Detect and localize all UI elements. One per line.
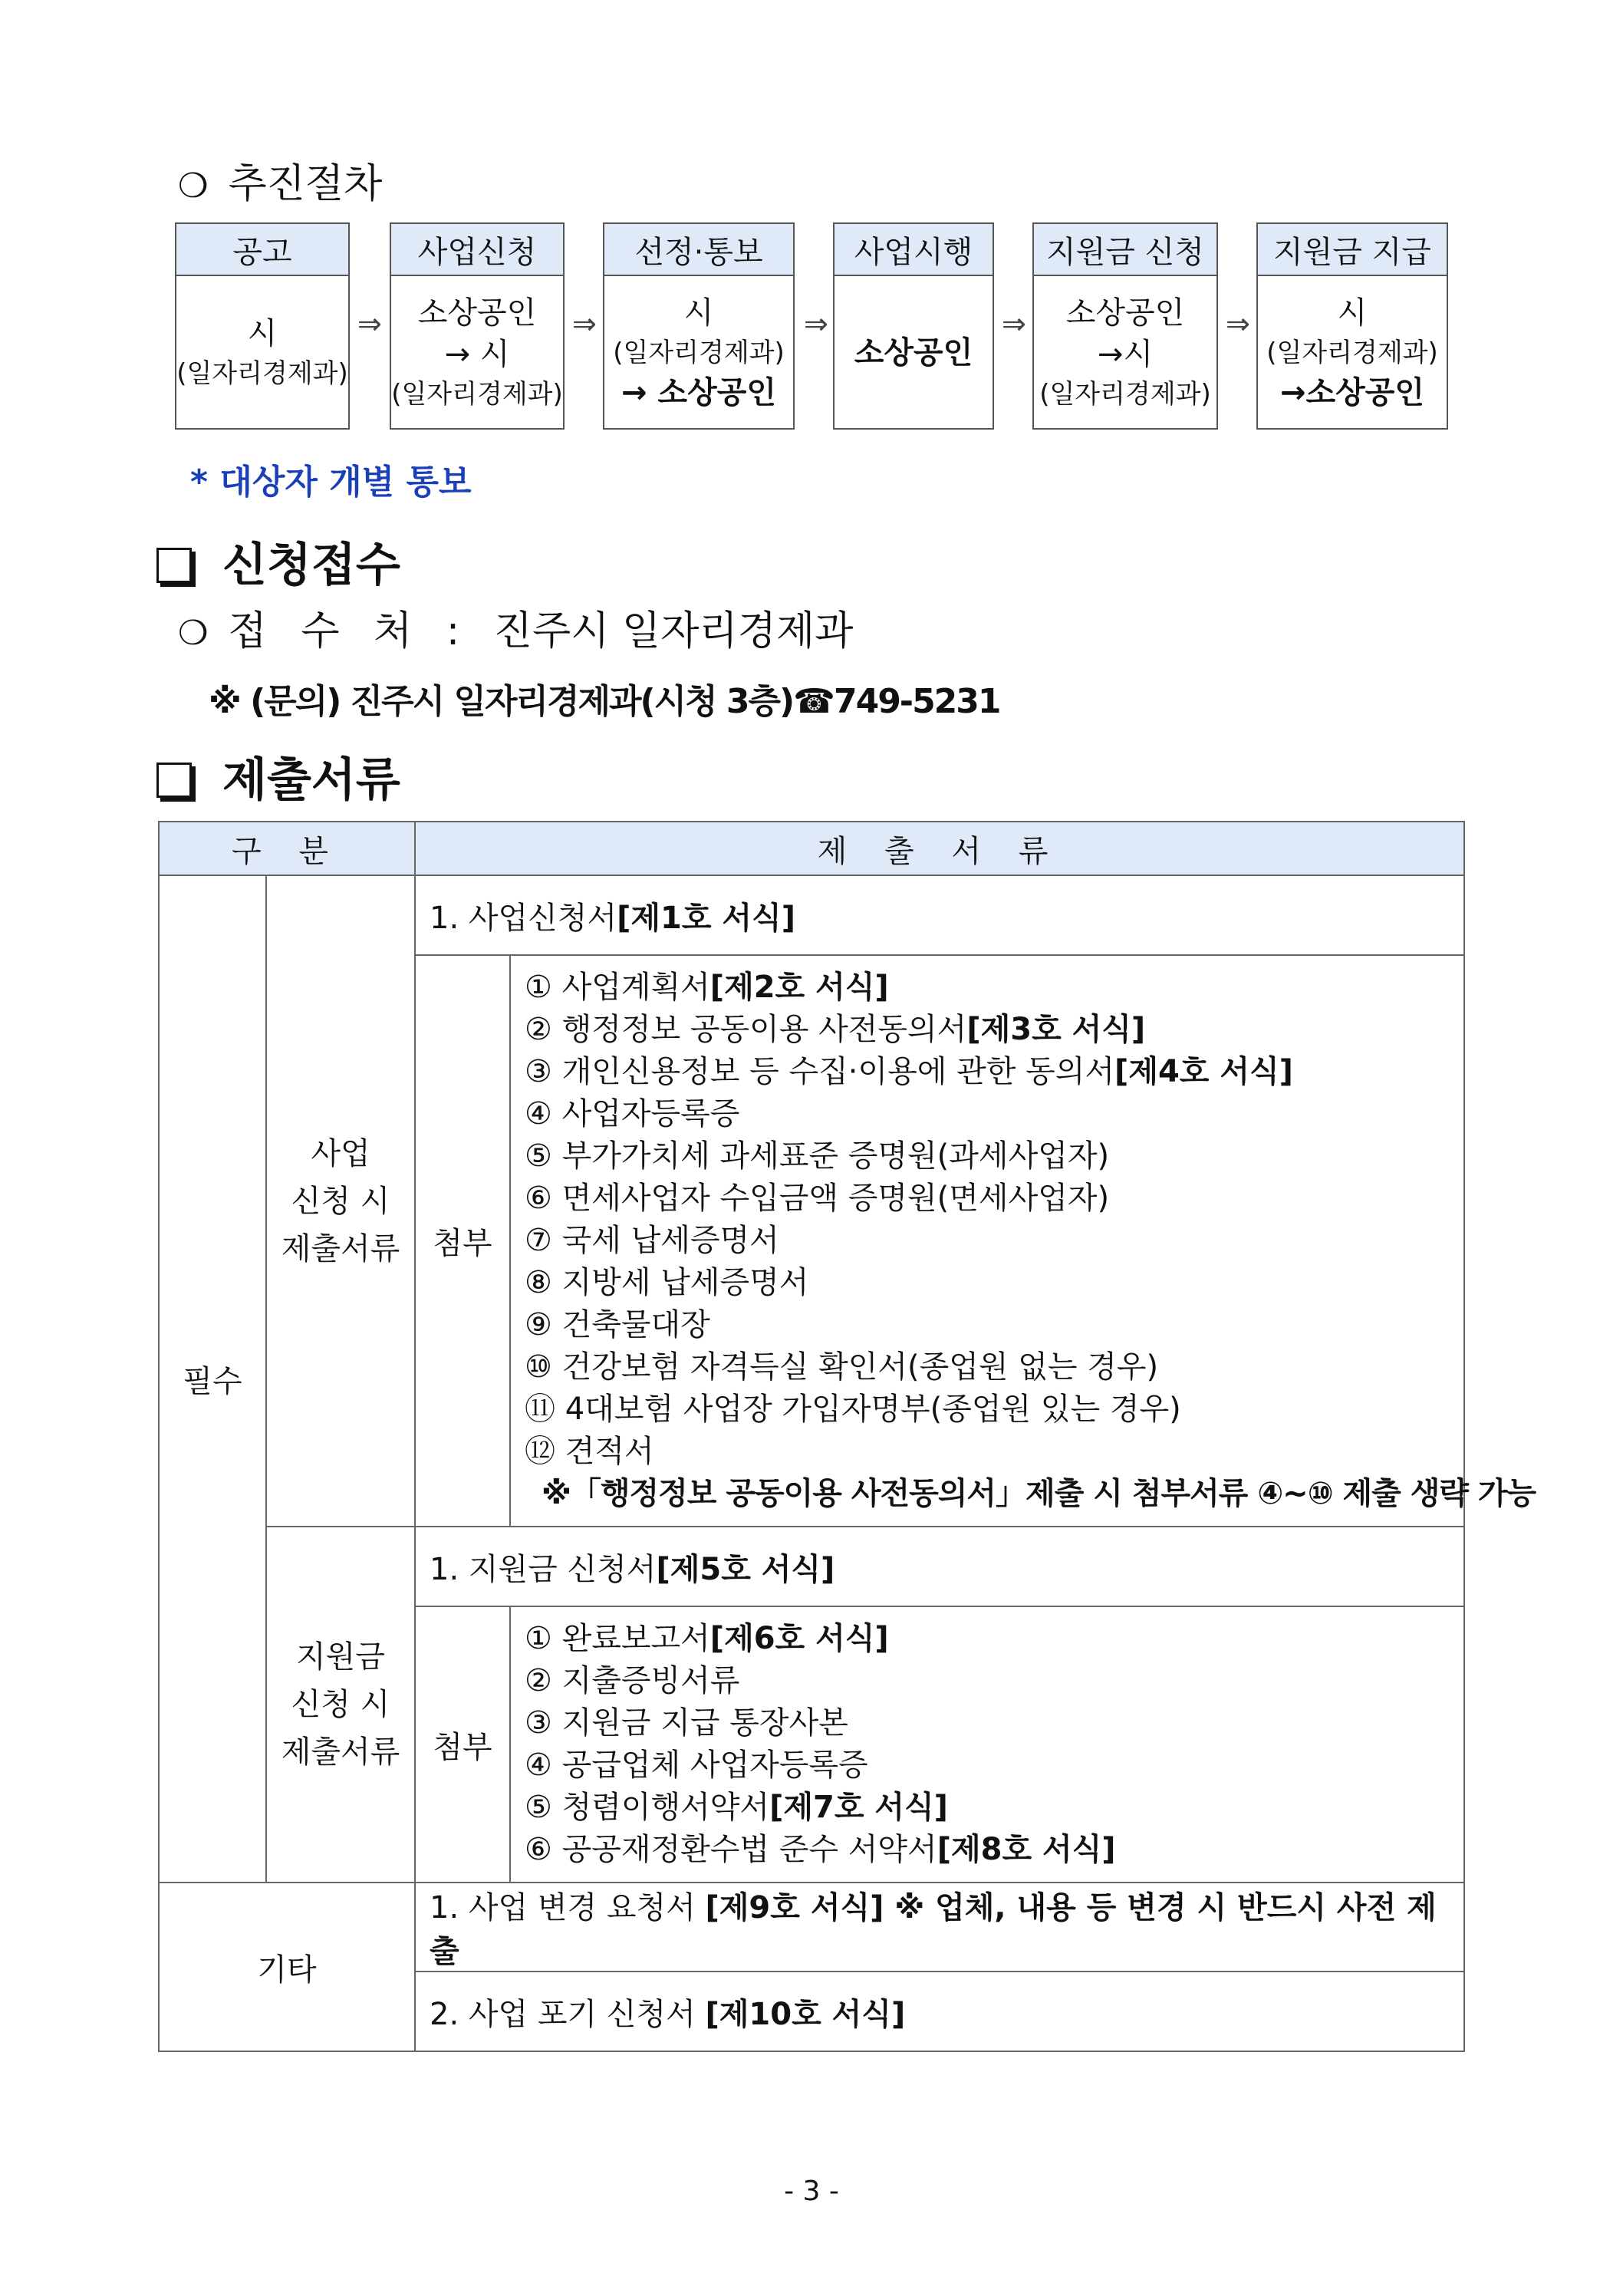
subsidy-form-row: 1. 지원금 신청서[제5호 서식] — [415, 1527, 1464, 1606]
double-arrow-icon: ⇒ — [357, 307, 382, 341]
business-form-row: 1. 사업신청서[제1호 서식] — [415, 875, 1464, 955]
attachment-item: ① 완료보고서[제6호 서식] — [525, 1621, 889, 1656]
step-title: 지원금 지급 — [1258, 224, 1447, 276]
attachment-item: ③ 지원금 지급 통장사본 — [525, 1705, 848, 1741]
double-arrow-icon: ⇒ — [804, 307, 828, 341]
page-number: - 3 - — [784, 2176, 839, 2207]
attachment-item: ④ 사업자등록증 — [525, 1096, 740, 1132]
table-row — [159, 1527, 1464, 1606]
attachment-item: ⑤ 청렴이행서약서[제7호 서식] — [525, 1790, 948, 1825]
step-line: (일자리경제과) — [391, 379, 563, 410]
notice-note: * 대상자 개별 통보 — [190, 463, 472, 502]
change-request-row: 1. 사업 변경 요청서 [제9호 서식] ※ 업체, 내용 등 변경 시 반드시 사전 제출 — [415, 1883, 1464, 1972]
attachment-item: ⑦ 국세 납세증명서 — [525, 1223, 779, 1258]
step-title: 지원금 신청 — [1034, 224, 1216, 276]
step-line: →소상공인 — [1279, 375, 1425, 410]
attachment-item: ② 지출증빙서류 — [525, 1663, 740, 1698]
attachment-item: ① 사업계획서[제2호 서식] — [525, 970, 889, 1005]
step-line: 시 — [1337, 295, 1368, 331]
attachment-item: ② 행정정보 공동이용 사전동의서[제3호 서식] — [525, 1012, 1146, 1047]
business-attach-label: 첨부 — [415, 955, 510, 1527]
step-title: 공고 — [176, 224, 348, 276]
step-title: 사업시행 — [835, 224, 993, 276]
procedure-heading: ❍ 추진절차 — [178, 161, 383, 207]
attachment-item: ⑥ 공공재정환수법 준수 서약서[제8호 서식] — [525, 1832, 1116, 1867]
attachment-item: ⑧ 지방세 납세증명서 — [525, 1265, 809, 1300]
category-label-line: 제출서류 — [281, 1230, 400, 1267]
reception-place: ❍ 접 수 처 : 진주시 일자리경제과 — [178, 608, 854, 654]
attachment-item: ⑩ 건강보험 자격득실 확인서(종업원 없는 경우) — [525, 1349, 1159, 1385]
step-line: → 소상공인 — [621, 375, 776, 410]
procedure-step — [603, 222, 795, 430]
step-body — [835, 276, 993, 430]
table-row — [159, 875, 1464, 955]
attachment-item: ⑥ 면세사업자 수입금액 증명원(면세사업자) — [525, 1181, 1110, 1216]
step-body — [391, 276, 563, 430]
step-line: (일자리경제과) — [1039, 379, 1211, 410]
attachment-item: ③ 개인신용정보 등 수집·이용에 관한 동의서[제4호 서식] — [525, 1054, 1293, 1089]
step-line: →시 — [1097, 337, 1154, 372]
reception-heading: 신청접수 — [156, 539, 400, 592]
category-label-line: 신청 시 — [291, 1183, 390, 1219]
step-body — [604, 276, 793, 430]
circle-bullet-icon: ❍ — [178, 614, 209, 653]
subsidy-attach-list — [510, 1606, 1464, 1883]
required-label: 필수 — [159, 875, 266, 1883]
attachment-item: ⑤ 부가가치세 과세표준 증명원(과세사업자) — [525, 1138, 1110, 1174]
header-category: 구 분 — [159, 822, 415, 875]
step-line: 소상공인 — [854, 335, 973, 371]
other-label: 기타 — [159, 1883, 415, 2051]
step-line: 소상공인 — [417, 295, 537, 331]
step-line: → 시 — [444, 337, 510, 372]
subsidy-attach-label: 첨부 — [415, 1606, 510, 1883]
procedure-step — [1032, 222, 1218, 430]
category-label-line: 사업 — [311, 1135, 370, 1171]
step-line: 소상공인 — [1065, 295, 1185, 331]
procedure-step — [390, 222, 565, 430]
double-arrow-icon: ⇒ — [1002, 307, 1026, 341]
inquiry-contact: ※ (문의) 진주시 일자리경제과(시청 3층)☎749-5231 — [209, 682, 1000, 721]
procedure-step — [833, 222, 994, 430]
business-category — [266, 875, 415, 1527]
attachment-item: ⑫ 견적서 — [525, 1434, 654, 1469]
double-arrow-icon: ⇒ — [572, 307, 597, 341]
attachment-item: ④ 공급업체 사업자등록증 — [525, 1748, 868, 1783]
category-label-line: 제출서류 — [281, 1734, 400, 1770]
header-documents: 제 출 서 류 — [415, 822, 1464, 875]
attachment-item: ⑪ 4대보험 사업장 가입자명부(종업원 있는 경우) — [525, 1392, 1181, 1427]
subsidy-category — [266, 1527, 415, 1883]
step-title: 사업신청 — [391, 224, 563, 276]
square-bullet-icon — [156, 548, 192, 583]
step-body — [1258, 276, 1447, 430]
procedure-step — [175, 222, 350, 430]
documents-heading: 제출서류 — [156, 753, 400, 807]
step-line: 시 — [247, 316, 278, 351]
category-label-line: 지원금 — [296, 1639, 385, 1675]
step-line: 시 — [683, 295, 714, 331]
step-line: (일자리경제과) — [613, 338, 785, 368]
category-label-line: 신청 시 — [291, 1687, 390, 1722]
step-line: (일자리경제과) — [1266, 338, 1438, 368]
business-attach-list — [510, 955, 1536, 1527]
procedure-step — [1256, 222, 1448, 430]
documents-table — [158, 821, 1536, 2052]
circle-bullet-icon: ❍ — [178, 166, 209, 206]
attachment-item: ⑨ 건축물대장 — [525, 1307, 710, 1342]
square-bullet-icon — [156, 763, 192, 798]
attach-omit-warning: ※「행정정보 공동이용 사전동의서」제출 시 첨부서류 ④~⑩ 제출 생략 가능 — [542, 1476, 1536, 1511]
double-arrow-icon: ⇒ — [1226, 307, 1250, 341]
step-line: (일자리경제과) — [176, 358, 348, 389]
table-row — [159, 1883, 1464, 1972]
withdraw-request-row: 2. 사업 포기 신청서 [제10호 서식] — [415, 1972, 1464, 2051]
table-header-row — [159, 822, 1464, 875]
step-title: 선정·통보 — [604, 224, 793, 276]
step-body — [1034, 276, 1216, 430]
step-body — [176, 276, 348, 430]
